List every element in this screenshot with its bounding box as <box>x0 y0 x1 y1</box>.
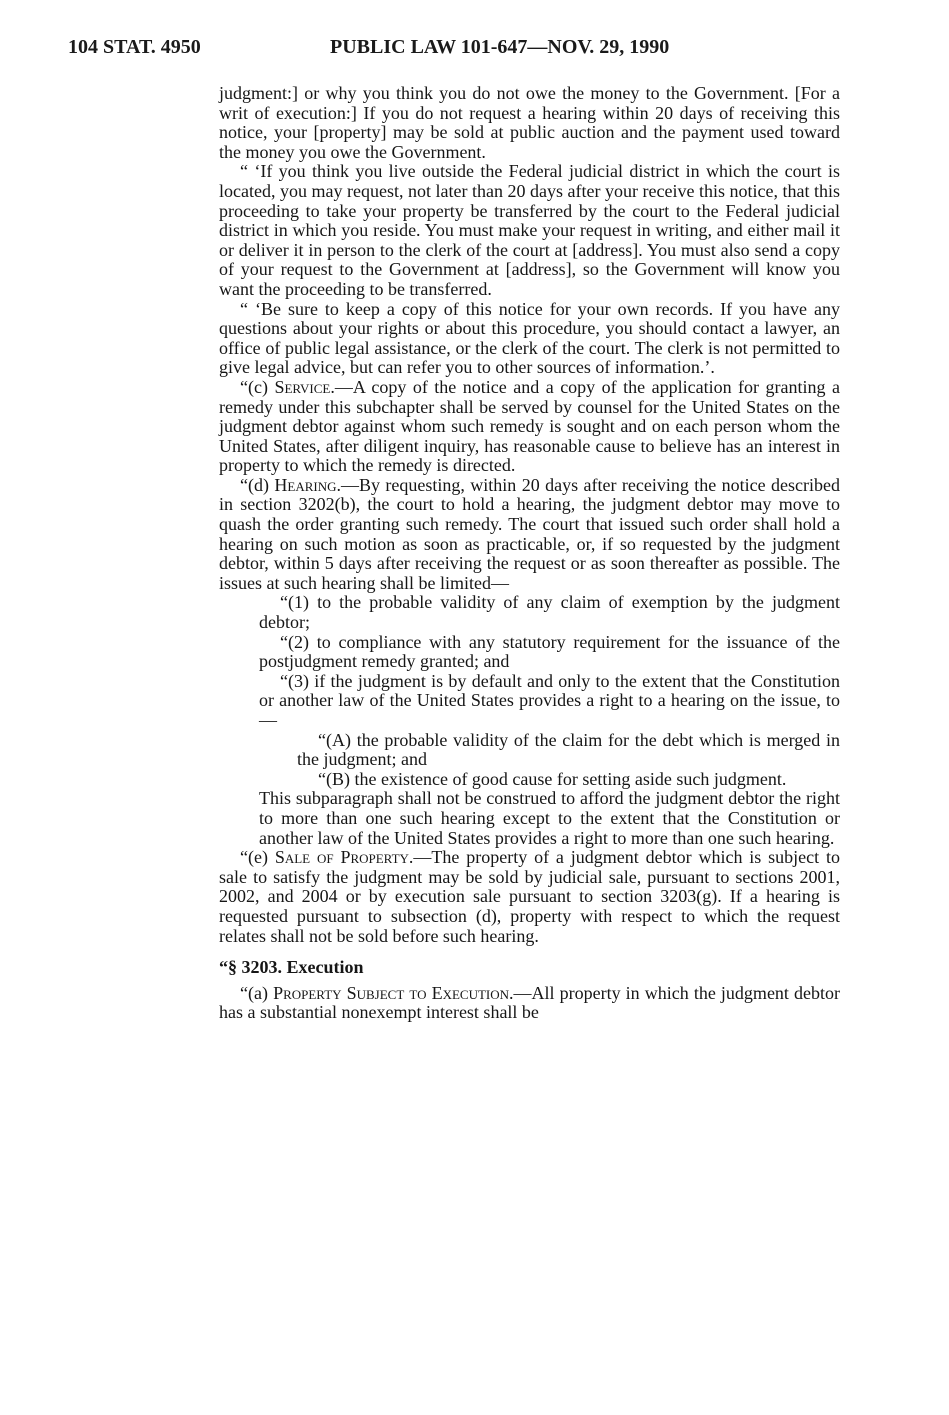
subsection-c-heading: Service. <box>274 376 335 397</box>
subsection-a-prefix: “(a) <box>240 982 274 1003</box>
subsection-d-heading: Hearing. <box>274 474 341 495</box>
subsection-a-heading: Property Subject to Execution. <box>273 982 514 1003</box>
paragraph-d-flush: This subparagraph shall not be construed to afford the judgment debtor the right to more than one such hearing except to the extent that the Constitution or another law of the United States provides a right to more than one such hearing. <box>259 788 840 848</box>
paragraph-transfer-request: “ ‘If you think you live outside the Federal judicial district in which the court is located, you may request, not later than 20 days after your receive this notice, that this proceeding to take your property be transferred by the court to the Federal judicial district in which you reside. You must make your request in writing, and either mail it or deliver it in person to the clerk of the court at [address]. You must also send a copy of your request to the Government at [address], so the Government will know you want the proceeding to be transferred. <box>219 161 840 299</box>
subsection-d-prefix: “(d) <box>240 474 275 495</box>
subparagraph-d-3-A: “(A) the probable validity of the claim for the debt which is merged in the judgment; and <box>297 729 840 770</box>
paragraph-d-2: “(2) to compliance with any statutory requirement for the issuance of the postjudgment remedy granted; and <box>259 631 840 672</box>
paragraph-continuation: judgment:] or why you think you do not owe the money to the Government. [For a writ of execution:] If you do not request a hearing within 20 days of receiving this notice, your [property] may be sold at public auction and the payment used toward the money you owe the Government. <box>219 83 840 162</box>
running-title: PUBLIC LAW 101-647—NOV. 29, 1990 <box>330 36 670 58</box>
paragraph-d-3: “(3) if the judgment is by default and only to the extent that the Constitution or another law of the United States provides a right to a hearing on the issue, to— <box>259 670 840 730</box>
subsection-c <box>219 378 840 476</box>
document-body <box>219 84 840 1023</box>
paragraph-keep-copy: “ ‘Be sure to keep a copy of this notice for your own records. If you have any questions about your rights or about this procedure, you should contact a lawyer, an office of public legal assistance, or the clerk of the court. The clerk is not permitted to give legal advice, but can refer you to other sources of information.’. <box>219 298 840 378</box>
subsection-e-heading: Sale of Property. <box>274 847 414 868</box>
subparagraph-d-3-B: “(B) the existence of good cause for setting aside such judgment. <box>318 768 787 789</box>
subsection-e <box>219 848 840 946</box>
subsection-e-text: —The property of a judgment debtor which is subject to sale to satisfy the judgment may be sold by judicial sale, pursuant to sections 2001, 2002, and 2004 or by execution sale pursuant to section 3203(g). If a hearing is requested pursuant to subsection (d), property with respect to which the request relates shall not be sold before such hearing. <box>219 847 841 946</box>
subsection-d-text: —By requesting, within 20 days after receiving the notice described in section 3202(b), the court to hold a hearing, the judgment debtor may move to quash the order granting such remedy. The court that issued such order shall hold a hearing on such motion as soon as practicable, or, if so requested by the judgment debtor, within 5 days after receiving the request or as soon thereafter as possible. The issues at such hearing shall be limited— <box>219 474 840 593</box>
subsection-a <box>219 984 840 1023</box>
subsection-e-prefix: “(e) <box>240 847 275 868</box>
page-header <box>68 36 848 66</box>
subsection-a-text: —All property in which the judgment debtor has a substantial nonexempt interest shall be <box>219 982 841 1023</box>
statute-page-number: 104 STAT. 4950 <box>68 36 201 58</box>
paragraph-d-1: “(1) to the probable validity of any claim of exemption by the judgment debtor; <box>259 592 840 633</box>
subsection-d <box>219 476 840 594</box>
subsection-c-text: —A copy of the notice and a copy of the application for granting a remedy under this subchapter shall be served by counsel for the United States on the judgment debtor against whom such remedy is sought and on each person whom the United States, after diligent inquiry, has reasonable cause to believe has an interest in property to which the remedy is directed. <box>219 376 840 476</box>
subsection-c-prefix: “(c) <box>240 376 275 397</box>
section-heading: “§ 3203. Execution <box>219 957 364 978</box>
